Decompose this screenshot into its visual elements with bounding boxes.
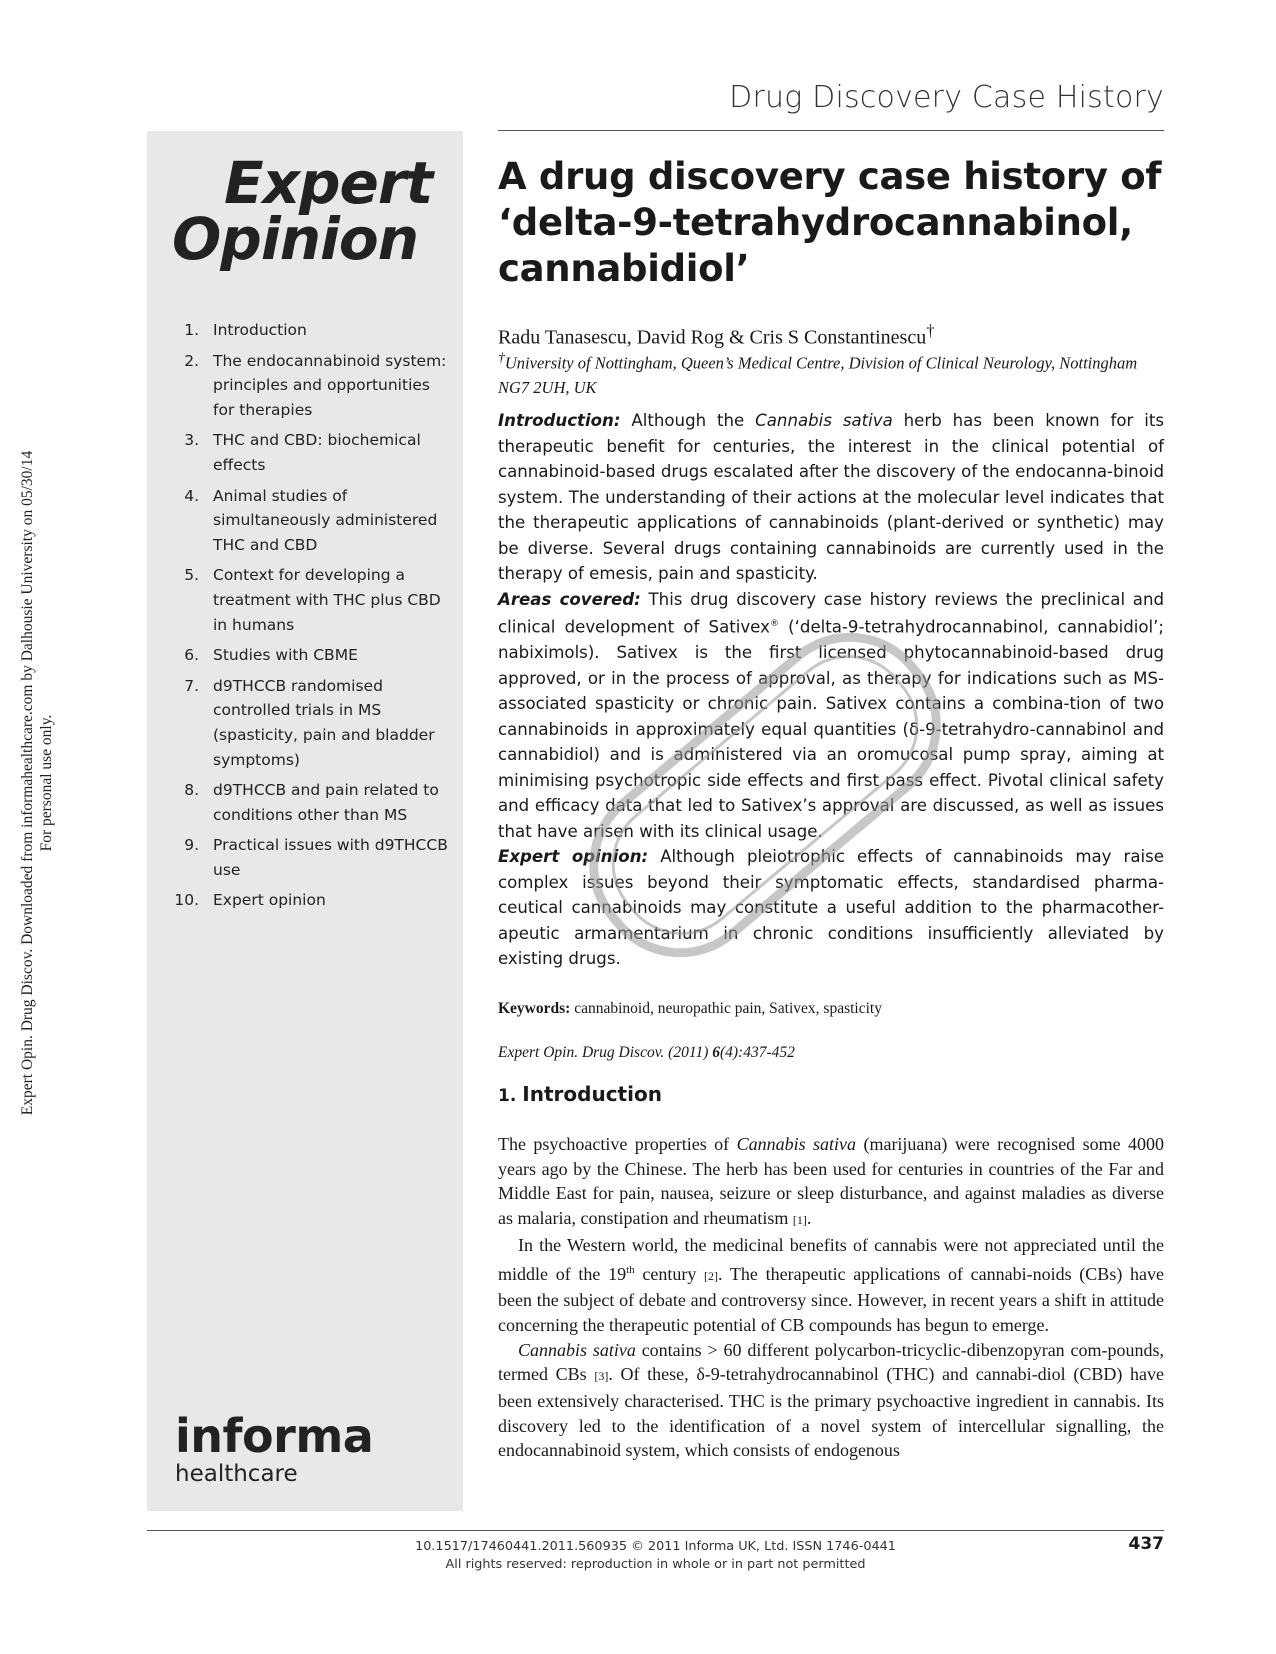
affiliation-text: University of Nottingham, Queen’s Medical Centre, Division of Clinical Neurology, Nottingham NG7 2UH, UK [498,353,1138,397]
toc-item-number: 2. [184,351,199,370]
body-text-run: In the Western world, the medicinal benefits of cannabis were not appreciated until the middle of the 19 [498,1234,1164,1284]
superscript: th [626,1263,635,1276]
abstract-intro-text: Although the [631,411,745,430]
brand-line2: Opinion [172,205,419,273]
header-divider [498,130,1164,131]
toc-item-label: Animal studies of simultaneously administered THC and CBD [213,486,438,554]
body-text-run: century [642,1263,697,1284]
abstract-areas-label: Areas covered: [498,589,641,609]
toc-item-label: d9THCCB randomised controlled trials in MS (spasticity, pain and bladder symptoms) [213,676,435,769]
affiliation [498,346,1164,400]
table-of-contents [165,318,455,919]
download-note-line1: Expert Opin. Drug Discov. Downloaded from informahealthcare.com by Dalhousie University on 05/30/14 [19,450,36,1116]
keywords-label: Keywords: [498,1000,571,1017]
toc-item-label: Context for developing a treatment with THC plus CBD in humans [213,566,441,634]
brand-line1: Expert [224,149,433,217]
abstract-expert-opinion [498,844,1164,972]
abstract-species: Cannabis sativa [755,411,893,430]
citation-journal: Expert Opin. Drug Discov. (2011) [498,1044,709,1061]
toc-item[interactable] [165,674,455,772]
reference-link[interactable]: [1] [792,1213,807,1228]
toc-item-number: 10. [174,891,199,910]
body-paragraph [498,1233,1164,1338]
toc-item-label: Studies with CBME [213,646,358,665]
body-text-run: (marijuana) were recognised some 4000 years ago by the Chinese. The herb has been used for centuries in countries of the Far and Middle East for pain, nausea, seizure or sleep disturbance, and against maladies as diverse as malaria, constipation and rheumatism [498,1134,1165,1229]
publisher-logo [175,1409,374,1488]
toc-item[interactable] [165,778,455,827]
toc-item[interactable] [165,318,455,343]
toc-item-number: 8. [184,781,199,800]
footer-divider [147,1530,1164,1531]
footer-rights: All rights reserved: reproduction in whole or in part not permitted [445,1557,866,1572]
keywords [498,1000,1164,1018]
abstract-areas-text-cont: (‘delta-9-tetrahydrocannabinol, cannabidiol’; nabiximols). Sativex is the first licensed phytocannabinoid-based drug approved, or in the process of approval, as therapy for indications such as MS-associated spasticity or chronic pain. Sativex contains a combina-tion of two cannabinoids in approximately equal quantities (δ-9-tetrahydro-cannabinol and cannabidiol) and is administered via an oromucosal pump spray, aiming at minimising psychotropic side effects and first pass effect. Pivotal clinical safety and efficacy data that led to Sativex’s approval are discussed, as well as issues that have arisen with its clinical usage. [498,617,1164,841]
abstract-introduction [498,408,1164,587]
toc-item-label: Practical issues with d9THCCB use [213,836,448,879]
citation [498,1044,1164,1062]
citation-pages: (4):437-452 [719,1044,795,1061]
author-mark: † [926,321,935,340]
toc-item-number: 3. [184,431,199,450]
section-heading [498,1082,1164,1106]
toc-item-number: 5. [184,566,199,585]
toc-item-label: d9THCCB and pain related to conditions other than MS [213,781,439,824]
abstract-expert-text: Although pleiotrophic effects of cannabinoids may raise complex issues beyond their symptomatic effects, standardised pharma-ceutical cannabinoids may constitute a useful addition to the pharmacother-apeutic armamentarium in chronic conditions insufficiently alleviated by existing drugs. [498,847,1164,969]
toc-item[interactable] [165,833,455,882]
abstract-intro-text-cont: herb has been known for its therapeutic benefit for centuries, the interest in the clinical potential of cannabinoid-based drugs escalated after the discovery of the endocanna-binoid system. The understanding of their actions at the molecular level indicates that the therapeutic applications of cannabinoids (plant-derived or synthetic) may be diverse. Several drugs containing cannabinoids are currently used in the therapy of emesis, pain and spasticity. [498,411,1164,583]
body-text-run: The psychoactive properties of [498,1134,730,1154]
toc-item-label: Expert opinion [213,891,326,910]
toc-item[interactable] [165,349,455,423]
body-text-run: . The therapeutic applications of cannabi-noids (CBs) have been the subject of debate and controversy since. However, in recent years a shift in attitude concerning the therapeutic potential of CB compounds has begun to emerge. [498,1263,1164,1335]
body-text-run: contains > 60 different polycarbon-tricyclic-dibenzopyran com-pounds, termed CBs [498,1339,1165,1385]
download-note-line2: For personal use only. [38,714,55,852]
reference-link[interactable]: [2] [704,1268,719,1283]
journal-brand-logo [172,149,433,273]
toc-item[interactable] [165,563,455,637]
toc-item-number: 9. [184,836,199,855]
toc-item-number: 7. [184,676,199,695]
body-species: Cannabis sativa [736,1134,857,1154]
toc-item-label: The endocannabinoid system: principles and opportunities for therapies [213,351,447,419]
citation-volume: 6 [712,1044,720,1061]
toc-item[interactable] [165,643,455,668]
abstract-intro-label: Introduction: [498,411,621,430]
toc-item-number: 6. [184,646,199,665]
toc-item[interactable] [165,428,455,477]
abstract-areas-text: This drug discovery case history reviews the preclinical and clinical development of Sativex [498,589,1165,637]
body-paragraph: The psychoactive properties of Cannabis sativa (marijuana) were recognised some 4000 years ago by the Chinese. The herb has been used for centuries in countries of the Far and Middle East for pain, nausea, seizure or sleep disturbance, and against maladies as diverse as malaria, constipation and rheumatism [1]. [498,1134,1165,1229]
reference-link[interactable]: [3] [594,1369,609,1384]
toc-item-label: THC and CBD: biochemical effects [213,431,421,474]
toc-item[interactable] [165,484,455,558]
page-number: 437 [1128,1534,1164,1554]
body-text [498,1132,1164,1463]
body-species: Cannabis sativa [518,1339,636,1360]
abstract-areas-covered [498,587,1164,845]
article-title: A drug discovery case history of ‘delta-9-tetrahydrocannabinol, cannabidiol’ [498,155,1162,290]
abstract [498,408,1164,972]
body-paragraph [498,1338,1164,1464]
footer [147,1538,1164,1574]
footer-doi: 10.1517/17460441.2011.560935 © 2011 Informa UK, Ltd. ISSN 1746-0441 [415,1539,896,1554]
toc-item-number: 1. [184,321,199,339]
toc-item-label: Introduction [213,321,307,339]
affiliation-mark: † [498,350,505,365]
keywords-list: cannabinoid, neuropathic pain, Sativex, spasticity [574,1000,882,1017]
publisher-sub: healthcare [175,1461,298,1487]
registered-mark: ® [769,619,779,629]
publisher-main: informa [175,1409,374,1463]
section-title: Introduction [522,1082,662,1106]
section-number: 1. [498,1086,517,1106]
toc-item[interactable] [165,888,455,913]
toc-item-number: 4. [184,486,199,505]
download-note [18,418,56,1148]
author-names: Radu Tanasescu, David Rog & Cris S Constantinescu [498,326,927,349]
section-header: Drug Discovery Case History [729,80,1164,115]
abstract-expert-label: Expert opinion: [498,847,649,867]
body-text-run: . Of these, δ-9-tetrahydrocannabinol (THC) and cannabi-diol (CBD) have been extensively characterised. THC is the primary psychoactive ingredient in cannabis. Its discovery led to the identification of a novel system of intercellular signalling, the endocannabinoid system, which consists of endogenous [498,1364,1164,1461]
